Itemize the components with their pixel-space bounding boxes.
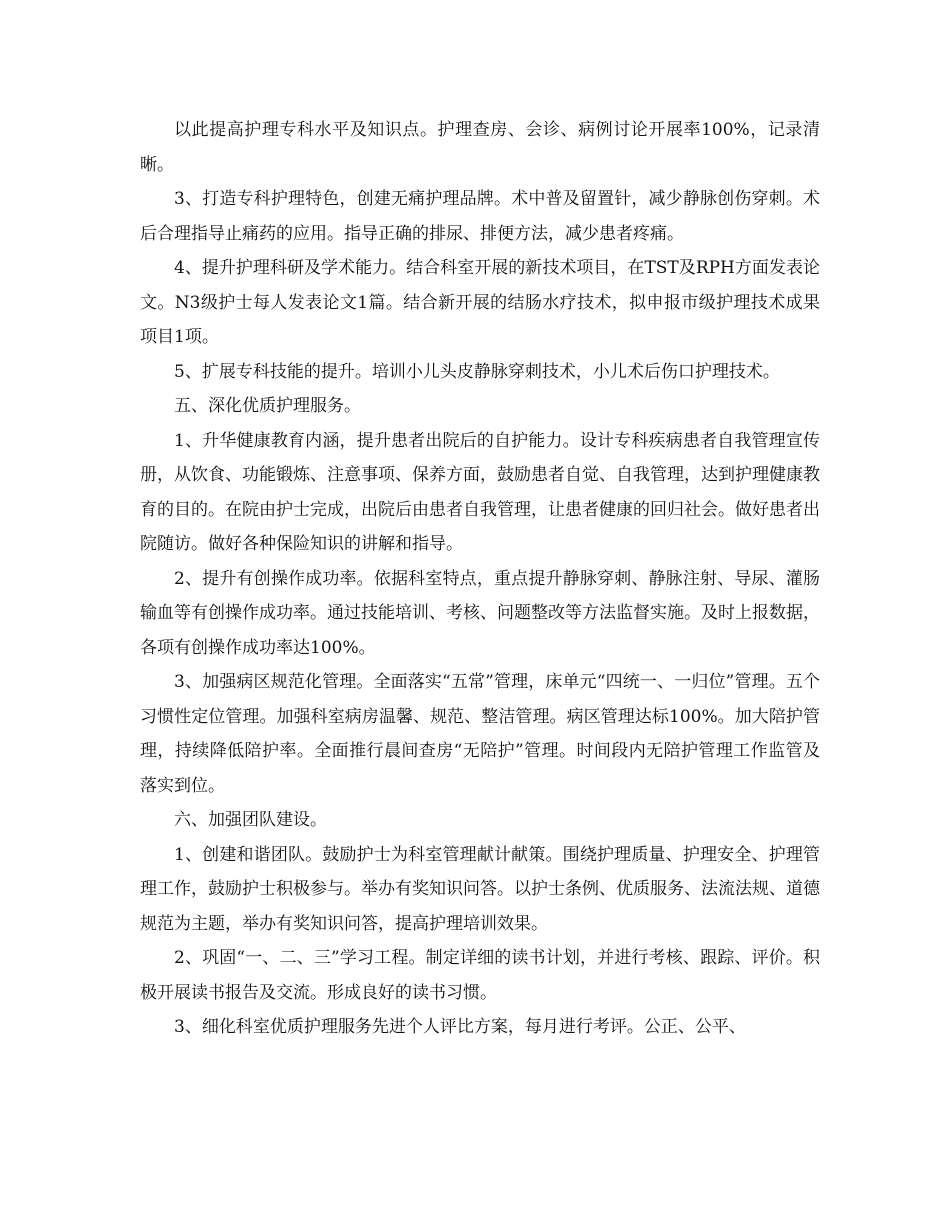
paragraph: 3、打造专科护理特色，创建无痛护理品牌。术中普及留置针，减少静脉创伤穿刺。术后合理指导止痛药的应用。指导正确的排尿、排便方法，减少患者疼痛。 xyxy=(140,189,820,244)
paragraph: 5、扩展专科技能的提升。培训小儿头皮静脉穿刺技术，小儿术后伤口护理技术。 xyxy=(174,361,780,382)
document-page xyxy=(140,113,820,1045)
section-heading: 六、加强团队建设。 xyxy=(174,810,327,830)
paragraph: 1、升华健康教育内涵，提升患者出院后的自护能力。设计专科疾病患者自我管理宣传册，从饮食、功能锻炼、注意事项、保养方面，鼓励患者自觉、自我管理，达到护理健康教育的目的。在院由护士完成，出院后由患者自我管理，让患者健康的回归社会。做好患者出院随访。做好各种保险知识的讲解和指导。 xyxy=(140,430,820,554)
section-heading: 五、深化优质护理服务。 xyxy=(174,396,361,416)
paragraph: 3、细化科室优质护理服务先进个人评比方案，每月进行考评。公正、公平、 xyxy=(174,1017,746,1037)
paragraph: 4、提升护理科研及学术能力。结合科室开展的新技术项目，在TST及RPH方面发表论文。N3级护士每人发表论文1篇。结合新开展的结肠水疗技术，拟申报市级护理技术成果项目1项。 xyxy=(140,258,820,347)
paragraph: 以此提高护理专科水平及知识点。护理查房、会诊、病例讨论开展率100%，记录清晰。 xyxy=(140,120,820,175)
paragraph: 1、创建和谐团队。鼓励护士为科室管理献计献策。围绕护理质量、护理安全、护理管理工作，鼓励护士积极参与。举办有奖知识问答。以护士条例、优质服务、法流法规、道德规范为主题，举办有奖知识问答，提高护理培训效果。 xyxy=(140,844,820,934)
paragraph: 2、提升有创操作成功率。依据科室特点，重点提升静脉穿刺、静脉注射、导尿、灌肠输血等有创操作成功率。通过技能培训、考核、问题整改等方法监督实施。及时上报数据，各项有创操作成功率达100%。 xyxy=(140,568,820,658)
paragraph: 3、加强病区规范化管理。全面落实“五常”管理，床单元“四统一、一归位”管理。五个习惯性定位管理。加强科室病房温馨、规范、整洁管理。病区管理达标100%。加大陪护管理，持续降低陪护率。全面推行晨间查房“无陪护”管理。时间段内无陪护管理工作监管及落实到位。 xyxy=(140,672,820,796)
paragraph: 2、巩固“一、二、三”学习工程。制定详细的读书计划，并进行考核、跟踪、评价。积极开展读书报告及交流。形成良好的读书习惯。 xyxy=(140,948,820,1003)
